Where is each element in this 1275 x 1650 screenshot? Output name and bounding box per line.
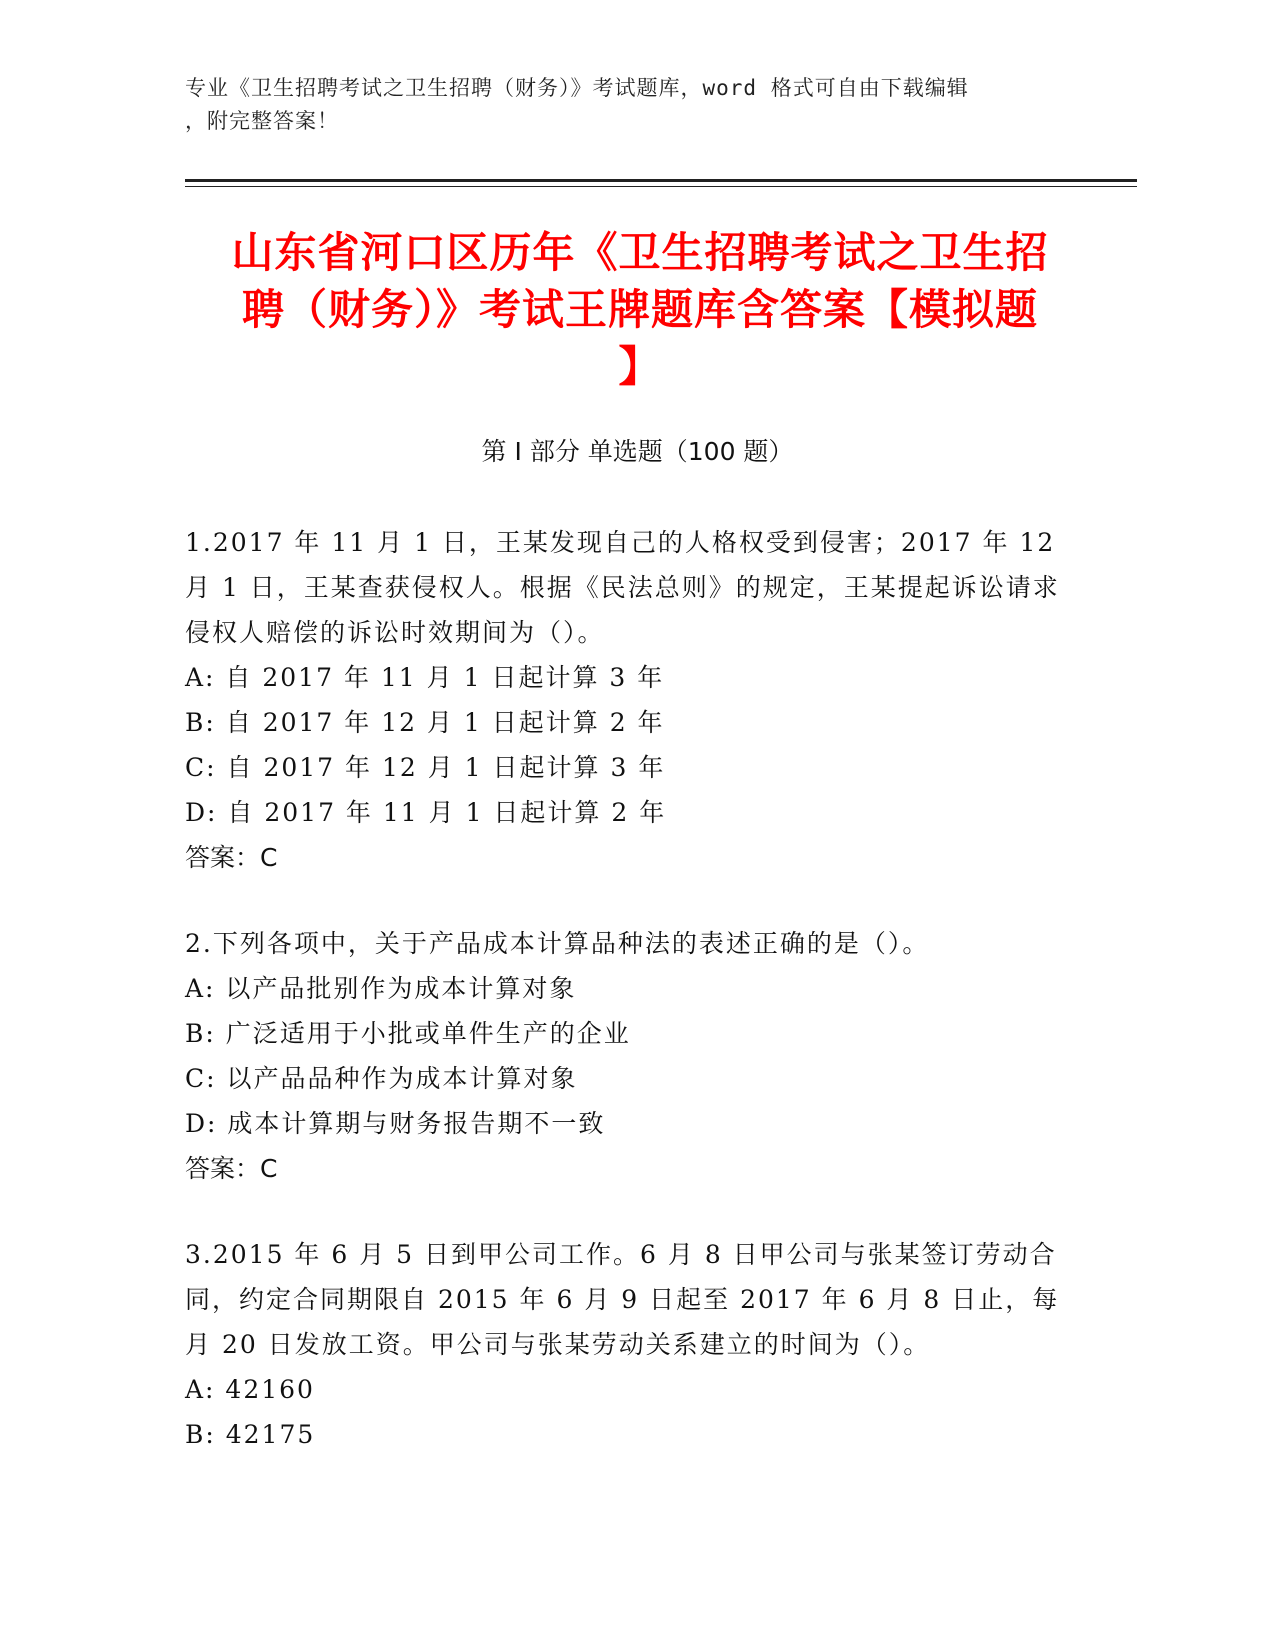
header-note-line-2: ，附完整答案！ xyxy=(185,109,339,133)
title-line-1: 山东省河口区历年《卫生招聘考试之卫生招 xyxy=(231,228,1049,277)
answer: 答案：C xyxy=(185,1154,278,1183)
option-c: C: 以产品品种作为成本计算对象 xyxy=(185,1064,578,1093)
header-note-line-1: 专业《卫生招聘考试之卫生招聘（财务）》考试题库，word 格式可自由下载编辑 xyxy=(185,76,969,100)
header-note xyxy=(185,72,1065,138)
answer: 答案：C xyxy=(185,843,278,872)
option-b: B: 42175 xyxy=(185,1420,316,1449)
question-text: 2.下列各项中，关于产品成本计算品种法的表述正确的是（）。 xyxy=(185,929,930,958)
option-a: A: 42160 xyxy=(185,1375,315,1404)
option-b: B: 自 2017 年 12 月 1 日起计算 2 年 xyxy=(185,708,665,737)
option-d: D: 自 2017 年 11 月 1 日起计算 2 年 xyxy=(185,798,667,827)
question-text: 1.2017 年 11 月 1 日，王某发现自己的人格权受到侵害；2017 年 12 月 1 日，王某查获侵权人。根据《民法总则》的规定，王某提起诉讼请求侵权人赔偿的诉讼时效期间为（）。 xyxy=(185,528,1060,647)
option-b: B: 广泛适用于小批或单件生产的企业 xyxy=(185,1019,631,1048)
option-a: A: 以产品批别作为成本计算对象 xyxy=(185,974,577,1003)
option-d: D: 成本计算期与财务报告期不一致 xyxy=(185,1109,606,1138)
title-line-2: 聘（财务）》考试王牌题库含答案【模拟题 xyxy=(241,285,1038,334)
header-rule-thin xyxy=(185,186,1137,187)
document-title xyxy=(190,224,1090,395)
question-3 xyxy=(185,1232,1075,1457)
option-a: A: 自 2017 年 11 月 1 日起计算 3 年 xyxy=(185,663,665,692)
section-heading: 第 I 部分 单选题（100 题） xyxy=(481,437,794,466)
question-1 xyxy=(185,520,1075,880)
question-2 xyxy=(185,921,1075,1191)
header-rule-thick xyxy=(185,179,1137,182)
question-text: 3.2015 年 6 月 5 日到甲公司工作。6 月 8 日甲公司与张某签订劳动合同，约定合同期限自 2015 年 6 月 9 日起至 2017 年 6 月 8 日止，每月 20 日发放工资。甲公司与张某劳动关系建立的时间为（）。 xyxy=(185,1240,1060,1359)
option-c: C: 自 2017 年 12 月 1 日起计算 3 年 xyxy=(185,753,666,782)
question-list xyxy=(185,520,1075,1498)
title-line-3: 】 xyxy=(618,342,662,391)
